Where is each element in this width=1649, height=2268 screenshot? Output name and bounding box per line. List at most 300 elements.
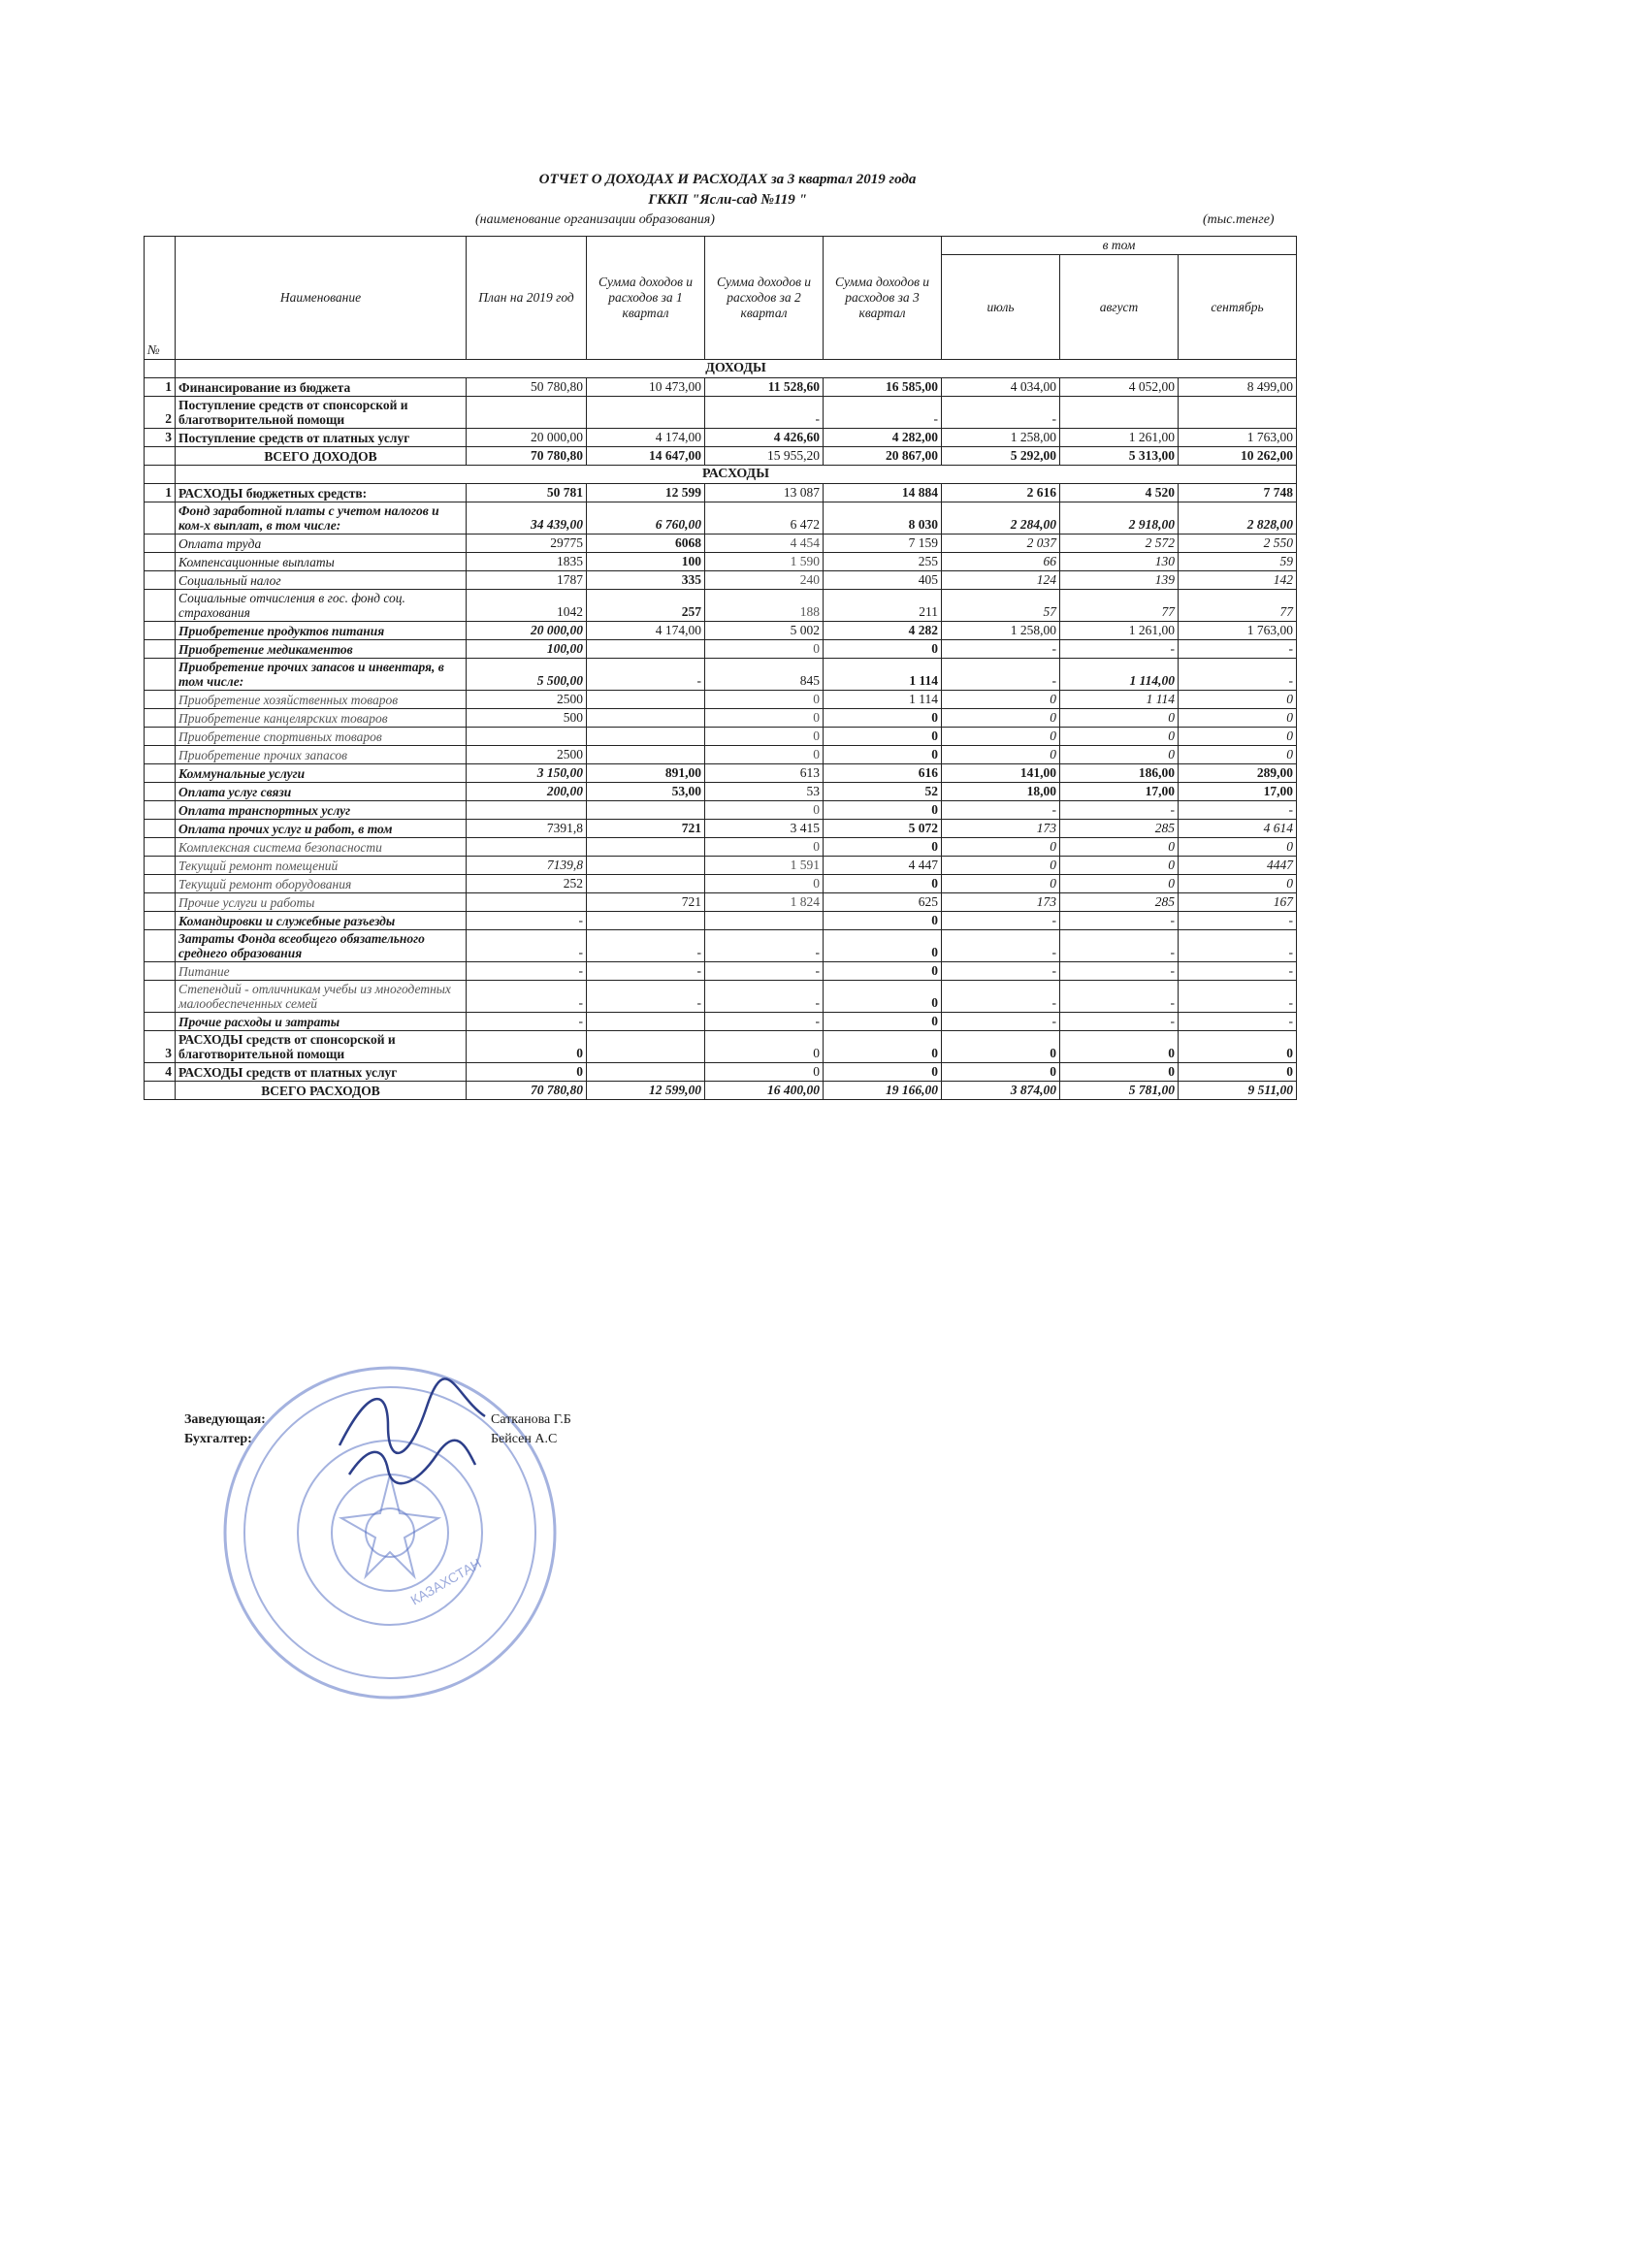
row-no — [145, 930, 176, 962]
row-value: - — [705, 1013, 824, 1031]
report-table — [144, 236, 1297, 1100]
col-q3: Сумма доходов и расходов за 3 квартал — [824, 237, 942, 360]
row-value: - — [942, 640, 1060, 659]
row-value: 1042 — [467, 590, 587, 622]
table-row — [145, 571, 1297, 590]
row-name: Затраты Фонда всеобщего обязательного среднего образования — [176, 930, 467, 962]
row-value: 6 760,00 — [587, 502, 705, 535]
row-value: 0 — [824, 875, 942, 893]
row-value: 5 072 — [824, 820, 942, 838]
row-value: 255 — [824, 553, 942, 571]
row-value: 3 874,00 — [942, 1082, 1060, 1100]
row-no — [145, 659, 176, 691]
organization-note: (наименование организации образования) — [475, 212, 715, 227]
row-value — [587, 838, 705, 857]
row-name: Степендий - отличникам учебы из многодетных малообеспеченных семей — [176, 981, 467, 1013]
table-row — [145, 820, 1297, 838]
row-value: 5 292,00 — [942, 447, 1060, 466]
row-value — [587, 1063, 705, 1082]
row-value: - — [942, 397, 1060, 429]
row-name: Комплексная система безопасности — [176, 838, 467, 857]
row-no — [145, 838, 176, 857]
row-value: 0 — [1060, 746, 1179, 764]
row-value: 0 — [1060, 1031, 1179, 1063]
signature-head — [330, 1377, 495, 1494]
row-value: - — [467, 981, 587, 1013]
head-name: Сатканова Г.Б — [491, 1412, 571, 1427]
row-value: 1787 — [467, 571, 587, 590]
row-value: 57 — [942, 590, 1060, 622]
row-no: 2 — [145, 397, 176, 429]
row-name: Оплата прочих услуг и работ, в том — [176, 820, 467, 838]
row-value: 0 — [824, 801, 942, 820]
row-value — [587, 709, 705, 728]
row-no — [145, 801, 176, 820]
row-no — [145, 875, 176, 893]
row-value: 8 030 — [824, 502, 942, 535]
row-no — [145, 981, 176, 1013]
table-row — [145, 502, 1297, 535]
row-value: 2 616 — [942, 484, 1060, 502]
col-jul: июль — [942, 255, 1060, 360]
row-name: Оплата транспортных услуг — [176, 801, 467, 820]
row-name: Приобретение канцелярских товаров — [176, 709, 467, 728]
col-plan: План на 2019 год — [467, 237, 587, 360]
row-value: 0 — [1060, 838, 1179, 857]
row-no — [145, 746, 176, 764]
table-row — [145, 535, 1297, 553]
table-row — [145, 981, 1297, 1013]
row-value: - — [1060, 962, 1179, 981]
row-value: 130 — [1060, 553, 1179, 571]
row-no — [145, 1082, 176, 1100]
row-no — [145, 857, 176, 875]
row-value: 141,00 — [942, 764, 1060, 783]
row-value: 188 — [705, 590, 824, 622]
row-value — [705, 912, 824, 930]
row-value: 0 — [942, 1031, 1060, 1063]
row-value: 0 — [942, 1063, 1060, 1082]
row-value: - — [1060, 981, 1179, 1013]
table-row — [145, 893, 1297, 912]
row-name: Финансирование из бюджета — [176, 378, 467, 397]
row-value: - — [467, 1013, 587, 1031]
col-q2: Сумма доходов и расходов за 2 квартал — [705, 237, 824, 360]
row-value: - — [942, 981, 1060, 1013]
table-row — [145, 553, 1297, 571]
table-row — [145, 801, 1297, 820]
row-value: 0 — [942, 838, 1060, 857]
row-value: 0 — [1179, 1031, 1297, 1063]
row-value: 20 000,00 — [467, 622, 587, 640]
row-no: 1 — [145, 484, 176, 502]
row-value — [467, 397, 587, 429]
row-value — [587, 875, 705, 893]
table-row — [145, 709, 1297, 728]
row-value: 15 955,20 — [705, 447, 824, 466]
row-value: - — [467, 930, 587, 962]
row-no — [145, 962, 176, 981]
row-value: 7139,8 — [467, 857, 587, 875]
row-no — [145, 912, 176, 930]
row-value: 1835 — [467, 553, 587, 571]
row-value: 4 282 — [824, 622, 942, 640]
row-value: 50 781 — [467, 484, 587, 502]
table-row — [145, 930, 1297, 962]
row-value: 0 — [1179, 746, 1297, 764]
row-name: Питание — [176, 962, 467, 981]
row-value: 4 174,00 — [587, 429, 705, 447]
row-value — [467, 838, 587, 857]
col-q1: Сумма доходов и расходов за 1 квартал — [587, 237, 705, 360]
row-value: 2500 — [467, 746, 587, 764]
row-value: 0 — [705, 838, 824, 857]
row-value: 2 284,00 — [942, 502, 1060, 535]
row-value: 0 — [942, 728, 1060, 746]
head-label: Заведующая: — [184, 1412, 266, 1427]
row-value: 2500 — [467, 691, 587, 709]
row-value: 1 258,00 — [942, 622, 1060, 640]
row-value: 0 — [1179, 709, 1297, 728]
row-name: Поступление средств от спонсорской и благотворительной помощи — [176, 397, 467, 429]
row-value: 0 — [942, 746, 1060, 764]
row-value: 9 511,00 — [1179, 1082, 1297, 1100]
row-value: 52 — [824, 783, 942, 801]
row-value: 53 — [705, 783, 824, 801]
unit-note: (тыс.тенге) — [1203, 212, 1275, 227]
row-value: 10 473,00 — [587, 378, 705, 397]
row-value: 0 — [1060, 709, 1179, 728]
row-value: - — [942, 1013, 1060, 1031]
table-row — [145, 429, 1297, 447]
row-value — [587, 397, 705, 429]
row-value: 1 258,00 — [942, 429, 1060, 447]
row-value: 6068 — [587, 535, 705, 553]
row-value: 405 — [824, 571, 942, 590]
row-no — [145, 640, 176, 659]
row-name: Социальные отчисления в гос. фонд соц. страхования — [176, 590, 467, 622]
row-name: Текущий ремонт помещений — [176, 857, 467, 875]
row-value: 285 — [1060, 820, 1179, 838]
row-name: РАСХОДЫ средств от платных услуг — [176, 1063, 467, 1082]
row-value: 70 780,80 — [467, 447, 587, 466]
table-row — [145, 447, 1297, 466]
row-value: 0 — [942, 857, 1060, 875]
row-value: 0 — [467, 1063, 587, 1082]
row-value: 0 — [1179, 875, 1297, 893]
table-row — [145, 1031, 1297, 1063]
row-value: 845 — [705, 659, 824, 691]
report-title: ОТЧЕТ О ДОХОДАХ И РАСХОДАХ за 3 квартал 2019 года — [538, 172, 917, 187]
row-value: - — [1060, 1013, 1179, 1031]
table-row — [145, 764, 1297, 783]
row-value: - — [587, 962, 705, 981]
row-name: Коммунальные услуги — [176, 764, 467, 783]
stamp-text: КАЗАХСТАН — [407, 1555, 484, 1608]
row-value: - — [1179, 1013, 1297, 1031]
row-value: 891,00 — [587, 764, 705, 783]
table-row — [145, 1082, 1297, 1100]
row-value: 18,00 — [942, 783, 1060, 801]
row-value: - — [1060, 801, 1179, 820]
row-value — [467, 728, 587, 746]
row-value: 0 — [1179, 728, 1297, 746]
row-no — [145, 590, 176, 622]
row-value: 17,00 — [1060, 783, 1179, 801]
row-value — [587, 912, 705, 930]
row-name: Приобретение продуктов питания — [176, 622, 467, 640]
row-value: 1 114 — [1060, 691, 1179, 709]
row-value: 257 — [587, 590, 705, 622]
row-value: 173 — [942, 820, 1060, 838]
row-value: 211 — [824, 590, 942, 622]
row-name: Социальный налог — [176, 571, 467, 590]
row-value: 100 — [587, 553, 705, 571]
row-value: 124 — [942, 571, 1060, 590]
row-value: 13 087 — [705, 484, 824, 502]
table-row — [145, 912, 1297, 930]
row-value — [587, 640, 705, 659]
row-value: 1 590 — [705, 553, 824, 571]
row-value: 14 647,00 — [587, 447, 705, 466]
row-value: 0 — [1179, 838, 1297, 857]
row-no — [145, 553, 176, 571]
table-row — [145, 783, 1297, 801]
row-value: 0 — [705, 709, 824, 728]
row-value: 625 — [824, 893, 942, 912]
row-value: 500 — [467, 709, 587, 728]
row-no: 4 — [145, 1063, 176, 1082]
row-value: 3 415 — [705, 820, 824, 838]
row-value: 1 114,00 — [1060, 659, 1179, 691]
row-no — [145, 728, 176, 746]
row-value: 1 114 — [824, 691, 942, 709]
row-value: 0 — [705, 875, 824, 893]
row-value: 0 — [1060, 1063, 1179, 1082]
row-value — [587, 691, 705, 709]
organization-name: ГККП "Ясли-сад №119 " — [648, 192, 807, 208]
row-no — [145, 709, 176, 728]
row-value: 4 052,00 — [1060, 378, 1179, 397]
row-value: - — [942, 801, 1060, 820]
row-value: 0 — [942, 691, 1060, 709]
table-row — [145, 875, 1297, 893]
row-name: Командировки и служебные разъезды — [176, 912, 467, 930]
row-value: 721 — [587, 820, 705, 838]
row-value: 5 313,00 — [1060, 447, 1179, 466]
row-value: 2 918,00 — [1060, 502, 1179, 535]
row-value: 16 585,00 — [824, 378, 942, 397]
row-value: 200,00 — [467, 783, 587, 801]
row-value: 139 — [1060, 571, 1179, 590]
row-value: 2 828,00 — [1179, 502, 1297, 535]
row-value: 2 572 — [1060, 535, 1179, 553]
row-value: 0 — [705, 1031, 824, 1063]
row-value: - — [1179, 640, 1297, 659]
row-value: 4 426,60 — [705, 429, 824, 447]
row-value: 29775 — [467, 535, 587, 553]
row-no: 3 — [145, 1031, 176, 1063]
row-value: 0 — [942, 875, 1060, 893]
row-no — [145, 447, 176, 466]
row-value: 1 824 — [705, 893, 824, 912]
row-name: Поступление средств от платных услуг — [176, 429, 467, 447]
row-name: Фонд заработной платы с учетом налогов и ком-х выплат, в том числе: — [176, 502, 467, 535]
row-value: 1 114 — [824, 659, 942, 691]
row-value: 0 — [1179, 1063, 1297, 1082]
row-value: 16 400,00 — [705, 1082, 824, 1100]
row-value — [467, 893, 587, 912]
row-no — [145, 622, 176, 640]
row-value: 50 780,80 — [467, 378, 587, 397]
row-value: - — [1179, 981, 1297, 1013]
row-value: 59 — [1179, 553, 1297, 571]
row-value: 77 — [1060, 590, 1179, 622]
row-value: - — [942, 659, 1060, 691]
row-value: 0 — [824, 640, 942, 659]
table-row — [145, 857, 1297, 875]
row-value: 4447 — [1179, 857, 1297, 875]
accountant-label: Бухгалтер: — [184, 1432, 252, 1446]
row-name: Приобретение прочих запасов — [176, 746, 467, 764]
row-value: 5 500,00 — [467, 659, 587, 691]
row-no — [145, 535, 176, 553]
row-value: 34 439,00 — [467, 502, 587, 535]
row-value: 1 591 — [705, 857, 824, 875]
row-value: 4 174,00 — [587, 622, 705, 640]
row-value: 20 000,00 — [467, 429, 587, 447]
row-value: - — [1060, 640, 1179, 659]
row-value: 0 — [824, 709, 942, 728]
row-value: 0 — [824, 981, 942, 1013]
row-value: 0 — [705, 728, 824, 746]
row-name: ВСЕГО РАСХОДОВ — [176, 1082, 467, 1100]
row-value: 167 — [1179, 893, 1297, 912]
row-no — [145, 893, 176, 912]
row-value: 0 — [824, 746, 942, 764]
row-name: ВСЕГО ДОХОДОВ — [176, 447, 467, 466]
row-value: - — [942, 930, 1060, 962]
row-value: - — [467, 912, 587, 930]
table-row — [145, 1013, 1297, 1031]
row-value: 1 763,00 — [1179, 429, 1297, 447]
row-value — [587, 1013, 705, 1031]
row-value: - — [705, 962, 824, 981]
row-value: 4 282,00 — [824, 429, 942, 447]
section-expense: РАСХОДЫ — [176, 466, 1297, 484]
col-group: в том — [942, 237, 1297, 255]
row-value: - — [467, 962, 587, 981]
row-value — [587, 1031, 705, 1063]
row-value: 0 — [1060, 875, 1179, 893]
row-no — [145, 783, 176, 801]
row-value: 7 159 — [824, 535, 942, 553]
row-no — [145, 764, 176, 783]
row-value: 10 262,00 — [1179, 447, 1297, 466]
row-value: 12 599,00 — [587, 1082, 705, 1100]
row-value: - — [1060, 930, 1179, 962]
row-value — [467, 801, 587, 820]
row-value: 0 — [705, 1063, 824, 1082]
row-value: 142 — [1179, 571, 1297, 590]
table-row — [145, 659, 1297, 691]
row-value: 5 002 — [705, 622, 824, 640]
row-name: Оплата услуг связи — [176, 783, 467, 801]
row-value: 0 — [824, 838, 942, 857]
row-value: 186,00 — [1060, 764, 1179, 783]
row-value: 0 — [1179, 691, 1297, 709]
row-value: 0 — [824, 1013, 942, 1031]
row-name: Приобретение спортивных товаров — [176, 728, 467, 746]
row-value: 0 — [705, 746, 824, 764]
row-value: 5 781,00 — [1060, 1082, 1179, 1100]
row-value: 20 867,00 — [824, 447, 942, 466]
row-value: - — [1179, 659, 1297, 691]
col-name: Наименование — [176, 237, 467, 360]
row-name: Приобретение хозяйственных товаров — [176, 691, 467, 709]
section-income-row — [145, 360, 1297, 378]
accountant-name: Бейсен А.С — [491, 1432, 558, 1446]
col-no: № — [145, 237, 176, 360]
row-value: 8 499,00 — [1179, 378, 1297, 397]
row-value: 0 — [705, 691, 824, 709]
row-value: - — [1179, 930, 1297, 962]
row-value: 0 — [942, 709, 1060, 728]
row-name: Оплата труда — [176, 535, 467, 553]
row-value: 0 — [824, 930, 942, 962]
row-value: 0 — [824, 1031, 942, 1063]
table-row — [145, 962, 1297, 981]
row-value: 252 — [467, 875, 587, 893]
row-value: - — [1179, 912, 1297, 930]
row-value: 2 037 — [942, 535, 1060, 553]
row-value: 66 — [942, 553, 1060, 571]
row-value: - — [705, 981, 824, 1013]
row-no: 1 — [145, 378, 176, 397]
row-value: 0 — [1060, 728, 1179, 746]
table-row — [145, 746, 1297, 764]
row-value: 0 — [705, 640, 824, 659]
row-value: 77 — [1179, 590, 1297, 622]
table-row — [145, 378, 1297, 397]
row-value: 4 614 — [1179, 820, 1297, 838]
row-name: Компенсационные выплаты — [176, 553, 467, 571]
row-value: - — [942, 962, 1060, 981]
row-name: Прочие расходы и затраты — [176, 1013, 467, 1031]
row-no — [145, 820, 176, 838]
col-sep: сентябрь — [1179, 255, 1297, 360]
row-value: 14 884 — [824, 484, 942, 502]
row-no: 3 — [145, 429, 176, 447]
row-value: - — [587, 930, 705, 962]
row-value: 0 — [824, 1063, 942, 1082]
row-value: 6 472 — [705, 502, 824, 535]
row-value: 7391,8 — [467, 820, 587, 838]
section-income: ДОХОДЫ — [176, 360, 1297, 378]
row-value: 0 — [824, 962, 942, 981]
table-row — [145, 640, 1297, 659]
row-name: Приобретение медикаментов — [176, 640, 467, 659]
row-value: 285 — [1060, 893, 1179, 912]
row-value: 7 748 — [1179, 484, 1297, 502]
row-value: 4 454 — [705, 535, 824, 553]
row-value: 613 — [705, 764, 824, 783]
row-value: 19 166,00 — [824, 1082, 942, 1100]
row-value: 3 150,00 — [467, 764, 587, 783]
row-value: - — [705, 397, 824, 429]
row-value: 11 528,60 — [705, 378, 824, 397]
row-value: - — [705, 930, 824, 962]
